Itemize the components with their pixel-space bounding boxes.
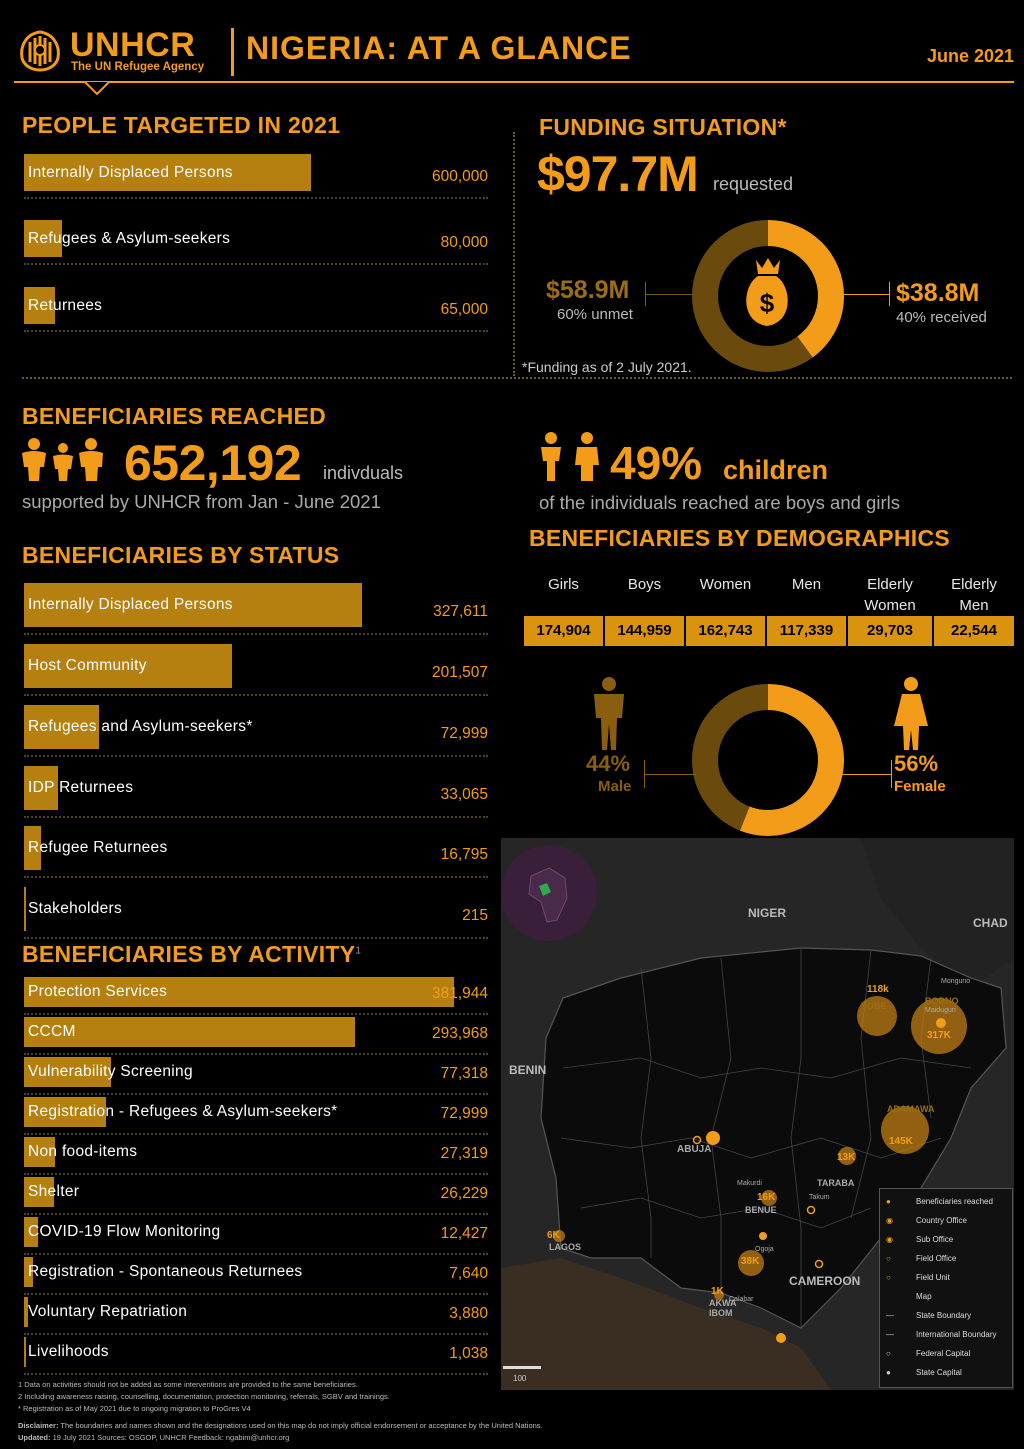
legend-label: State Capital (916, 1368, 962, 1377)
map-label-adamawa: ADAMAWA (887, 1104, 935, 1114)
female-icon (890, 676, 932, 752)
map-label-makurdi: Makurdi (737, 1180, 762, 1187)
activity-heading-text: BENEFICIARIES BY ACTIVITY (22, 941, 356, 967)
row-separator (24, 694, 488, 696)
map-legend-item (886, 1216, 967, 1225)
header-pointer-icon (84, 82, 110, 96)
map-label-monguno: Monguno (941, 978, 971, 985)
map-bubble-label: 145K (889, 1136, 913, 1147)
row-separator (24, 937, 488, 939)
bar-value: 65,000 (440, 301, 488, 318)
legend-symbol-icon: — (886, 1311, 894, 1320)
children-subtitle: of the individuals reached are boys and girls (539, 492, 900, 513)
legend-label: International Boundary (916, 1330, 997, 1339)
org-name: UNHCR (70, 26, 196, 64)
bar-row (24, 705, 488, 749)
bar-row (24, 887, 488, 931)
funding-amount: $97.7M (537, 146, 698, 202)
reached-total-suffix: indivduals (323, 463, 404, 483)
demographics-value: 117,339 (767, 616, 846, 646)
demographics-value: 22,544 (934, 616, 1014, 646)
legend-symbol-icon: ○ (886, 1254, 891, 1263)
row-separator (24, 816, 488, 818)
bar (24, 1337, 26, 1367)
bar-row (24, 583, 488, 627)
bar-row (24, 826, 488, 870)
footer-updated (18, 1433, 289, 1442)
funding-amount-suffix: requested (713, 174, 794, 194)
male-percent: 44% (586, 751, 631, 776)
map-bubble-label: 6K (547, 1230, 560, 1241)
map-bubble-label: 13K (837, 1152, 856, 1163)
legend-symbol-icon: ● (886, 1368, 891, 1377)
row-separator (24, 1333, 488, 1335)
unmet-label: 60% unmet (557, 306, 633, 323)
unmet-connector (645, 294, 693, 295)
demographics-column-header (686, 574, 765, 595)
bar-value: 26,229 (440, 1185, 488, 1202)
map-bubble-label: 16K (757, 1192, 776, 1203)
svg-text:$: $ (759, 288, 775, 318)
male-icon (588, 676, 630, 752)
received-connector (842, 294, 890, 295)
received-tick (889, 282, 890, 306)
funding-footnote: *Funding as of 2 July 2021. (522, 359, 692, 375)
map-label-abuja: ABUJA (677, 1144, 712, 1155)
map-bubble-label: 118k (867, 984, 889, 995)
bar-value: 33,065 (440, 786, 488, 803)
bar-label: Stakeholders (28, 900, 123, 917)
row-separator (24, 1053, 488, 1055)
status-heading: BENEFICIARIES BY STATUS (22, 542, 340, 568)
row-separator (24, 1093, 488, 1095)
children-word: children (723, 455, 829, 485)
map-label-akwa-ibom: AKWA IBOM (709, 1298, 737, 1318)
bar-row (24, 1257, 488, 1287)
bar-value: 600,000 (431, 168, 488, 185)
bar-value: 3,880 (449, 1305, 488, 1322)
female-percent: 56% (894, 751, 939, 776)
bar-row (24, 1297, 488, 1327)
map-legend-item (886, 1292, 932, 1301)
legend-label: State Boundary (916, 1311, 972, 1320)
bar-row (24, 644, 488, 688)
bar-value: 12,427 (440, 1225, 488, 1242)
legend-symbol-icon: — (886, 1330, 894, 1339)
map-legend-item (886, 1235, 953, 1244)
map-label-benin: BENIN (509, 1063, 547, 1077)
map-label-cameroon: CAMEROON (789, 1274, 861, 1288)
map-label-borno: BORNO (925, 996, 959, 1006)
bar-value: 72,999 (440, 725, 488, 742)
bar-value: 215 (462, 907, 488, 924)
bar-value: 77,318 (440, 1065, 488, 1082)
bar-row (24, 287, 488, 324)
bar-row (24, 1217, 488, 1247)
map-label-niger: NIGER (748, 906, 787, 920)
female-label: Female (894, 778, 946, 795)
map-legend-item (886, 1330, 997, 1339)
map-label-ogoja: Ogoja (755, 1246, 774, 1253)
bar-row (24, 1057, 488, 1087)
legend-label: Federal Capital (916, 1349, 971, 1358)
row-separator (24, 1293, 488, 1295)
targeted-heading: PEOPLE TARGETED IN 2021 (22, 112, 341, 138)
column-header-line: Elderly (867, 576, 913, 593)
map-legend-item (886, 1349, 970, 1358)
column-header-line: Women (864, 597, 916, 614)
row-separator (24, 876, 488, 878)
map-scale-label: 100 (513, 1374, 527, 1383)
bar-value: 27,319 (440, 1145, 488, 1162)
legend-symbol-icon: ◉ (886, 1235, 893, 1244)
demographics-column-header (524, 574, 603, 595)
bar-label: Registration - Spontaneous Returnees (28, 1263, 303, 1280)
bar-label: Returnees (28, 296, 103, 314)
bar-label: COVID-19 Flow Monitoring (28, 1223, 221, 1240)
bar-value: 293,968 (431, 1025, 488, 1042)
legend-label: Sub Office (916, 1235, 954, 1244)
org-tagline: The UN Refugee Agency (71, 61, 205, 73)
bar-row (24, 1097, 488, 1127)
demographics-column-header (934, 574, 1014, 616)
column-header-line: Men (791, 576, 822, 593)
map-label-yobe: YOBE (861, 1001, 887, 1011)
demographics-column-header (605, 574, 684, 595)
female-tick (891, 760, 892, 788)
bar-value: 201,507 (431, 664, 488, 681)
map-label-benue: BENUE (745, 1205, 777, 1215)
bar-value: 80,000 (440, 234, 488, 251)
bar-label: Internally Displaced Persons (28, 163, 233, 181)
bar-label: Protection Services (28, 983, 168, 1000)
bar (24, 887, 26, 931)
legend-symbol-icon: ◉ (886, 1216, 893, 1225)
demographics-heading: BENEFICIARIES BY DEMOGRAPHICS (529, 525, 951, 551)
female-connector (840, 774, 892, 775)
unhcr-logo-icon (12, 28, 68, 74)
map-bubble-label: 1K (711, 1286, 724, 1297)
legend-label: Map (916, 1292, 932, 1301)
bar-value: 381,944 (431, 985, 488, 1002)
bar-row (24, 1177, 488, 1207)
row-separator (24, 633, 488, 635)
activity-heading (22, 941, 361, 968)
bar-label: Refugee Returnees (28, 839, 168, 856)
bar-label: Registration - Refugees & Asylum-seekers* (28, 1103, 338, 1120)
bar-label: Shelter (28, 1183, 80, 1200)
updated-label: Updated: (18, 1433, 51, 1442)
demographics-value: 144,959 (605, 616, 684, 646)
bar-row (24, 154, 488, 191)
male-label: Male (598, 778, 632, 795)
bar-value: 327,611 (433, 603, 488, 620)
map-legend-item (886, 1197, 993, 1206)
reached-subtitle: supported by UNHCR from Jan - June 2021 (22, 491, 381, 512)
vertical-divider (513, 132, 515, 376)
footer-note-2: 2 Including awareness raising, counselling, documentation, protection monitoring, referrals, SGBV and trainings. (18, 1392, 390, 1401)
bar-label: CCCM (28, 1023, 76, 1040)
row-separator (24, 1373, 488, 1375)
map-label-chad: CHAD (973, 916, 1008, 930)
sex-donut (690, 682, 846, 838)
row-separator (24, 1253, 488, 1255)
report-date: June 2021 (926, 46, 1014, 66)
funding-heading: FUNDING SITUATION* (539, 114, 787, 140)
children-percent: 49% (610, 437, 703, 489)
map-legend (879, 1188, 1013, 1388)
page-title: NIGERIA: AT A GLANCE (246, 30, 632, 66)
row-separator (24, 1013, 488, 1015)
map-label-maiduguri: Maiduguri (925, 1007, 956, 1014)
map-legend-item (886, 1254, 956, 1263)
bar-label: Voluntary Repatriation (28, 1303, 188, 1320)
bar-value: 72,999 (440, 1105, 488, 1122)
bar-label: Internally Displaced Persons (28, 596, 233, 613)
demographics-column-header (767, 574, 846, 595)
bar-value: 7,640 (449, 1265, 488, 1282)
bar-row (24, 1337, 488, 1367)
bar-value: 16,795 (440, 846, 488, 863)
legend-label: Country Office (916, 1216, 967, 1225)
bar-label: Livelihoods (28, 1343, 109, 1360)
male-connector (644, 774, 696, 775)
row-separator (24, 330, 488, 332)
bar-row (24, 766, 488, 810)
bar-row (24, 1017, 488, 1047)
legend-symbol-icon: ○ (886, 1273, 891, 1282)
legend-symbol-icon: ○ (886, 1349, 891, 1358)
bar-row (24, 977, 488, 1007)
map-label-calabar: Calabar (729, 1296, 754, 1303)
activity-heading-sup: 1 (355, 945, 362, 957)
column-header-line: Girls (548, 576, 579, 593)
row-separator (24, 197, 488, 199)
male-tick (644, 760, 645, 788)
money-bag-icon (738, 256, 796, 330)
footer-note-3: * Registration as of May 2021 due to ongoing migration to ProGres V4 (18, 1404, 251, 1413)
legend-label: Field Unit (916, 1273, 950, 1282)
disclaimer-label: Disclaimer: (18, 1421, 59, 1430)
people-group-icon (20, 437, 106, 483)
column-header-line: Women (699, 576, 752, 593)
disclaimer-text: The boundaries and names shown and the designations used on this map do not imply official endorsement or acceptance by the United Nations. (60, 1421, 543, 1430)
map-bubble-label: 38K (741, 1256, 760, 1267)
row-separator (24, 263, 488, 265)
map-label-lagos: LAGOS (549, 1242, 582, 1252)
column-header-line: Elderly (951, 576, 997, 593)
map-label-takum: Takum (809, 1194, 830, 1201)
updated-text: 19 July 2021 Sources: OSGOP, UNHCR Feedback: ngabim@unhcr.org (52, 1433, 290, 1442)
row-separator (24, 1173, 488, 1175)
bar-value: 1,038 (449, 1345, 488, 1362)
header-divider (231, 28, 234, 76)
row-separator (24, 755, 488, 757)
row-separator (24, 1213, 488, 1215)
bar-row (24, 1137, 488, 1167)
bar-label: Refugees & Asylum-seekers (28, 229, 231, 247)
bar-label: IDP Returnees (28, 779, 134, 796)
legend-symbol-icon: ● (886, 1197, 891, 1206)
section-divider (22, 377, 1012, 379)
received-label: 40% received (896, 309, 987, 326)
header (0, 0, 1024, 95)
map-legend-item (886, 1368, 962, 1377)
map-legend-item (886, 1273, 950, 1282)
map-panel (501, 838, 1014, 1390)
children-icon (537, 431, 605, 483)
header-rule (14, 81, 1014, 83)
bar-label: Refugees and Asylum-seekers* (28, 718, 253, 735)
footer-note-1: 1 Data on activities should not be added as some interventions are provided to the same beneficiaries. (18, 1380, 358, 1389)
demographics-value: 29,703 (848, 616, 932, 646)
map-bubble-label: 317K (927, 1030, 951, 1041)
reached-heading: BENEFICIARIES REACHED (22, 403, 327, 429)
bar-label: Host Community (28, 657, 147, 674)
bar-row (24, 220, 488, 257)
demographics-value: 162,743 (686, 616, 765, 646)
column-header-line: Boys (627, 576, 662, 593)
received-amount: $38.8M (896, 279, 980, 307)
demographics-column-header (848, 574, 932, 616)
unmet-tick (645, 282, 646, 306)
bar-label: Vulnerability Screening (28, 1063, 193, 1080)
legend-label: Field Office (916, 1254, 957, 1263)
bar-label: Non food-items (28, 1143, 138, 1160)
reached-total: 652,192 (124, 435, 302, 491)
map-legend-item (886, 1311, 971, 1320)
legend-label: Beneficiaries reached (916, 1197, 993, 1206)
map-legend-items (880, 1189, 1012, 1387)
row-separator (24, 1133, 488, 1135)
column-header-line: Men (959, 597, 989, 614)
demographics-value: 174,904 (524, 616, 603, 646)
map-label-taraba: TARABA (817, 1178, 855, 1188)
unmet-amount: $58.9M (546, 276, 630, 304)
footer-disclaimer (18, 1421, 543, 1430)
